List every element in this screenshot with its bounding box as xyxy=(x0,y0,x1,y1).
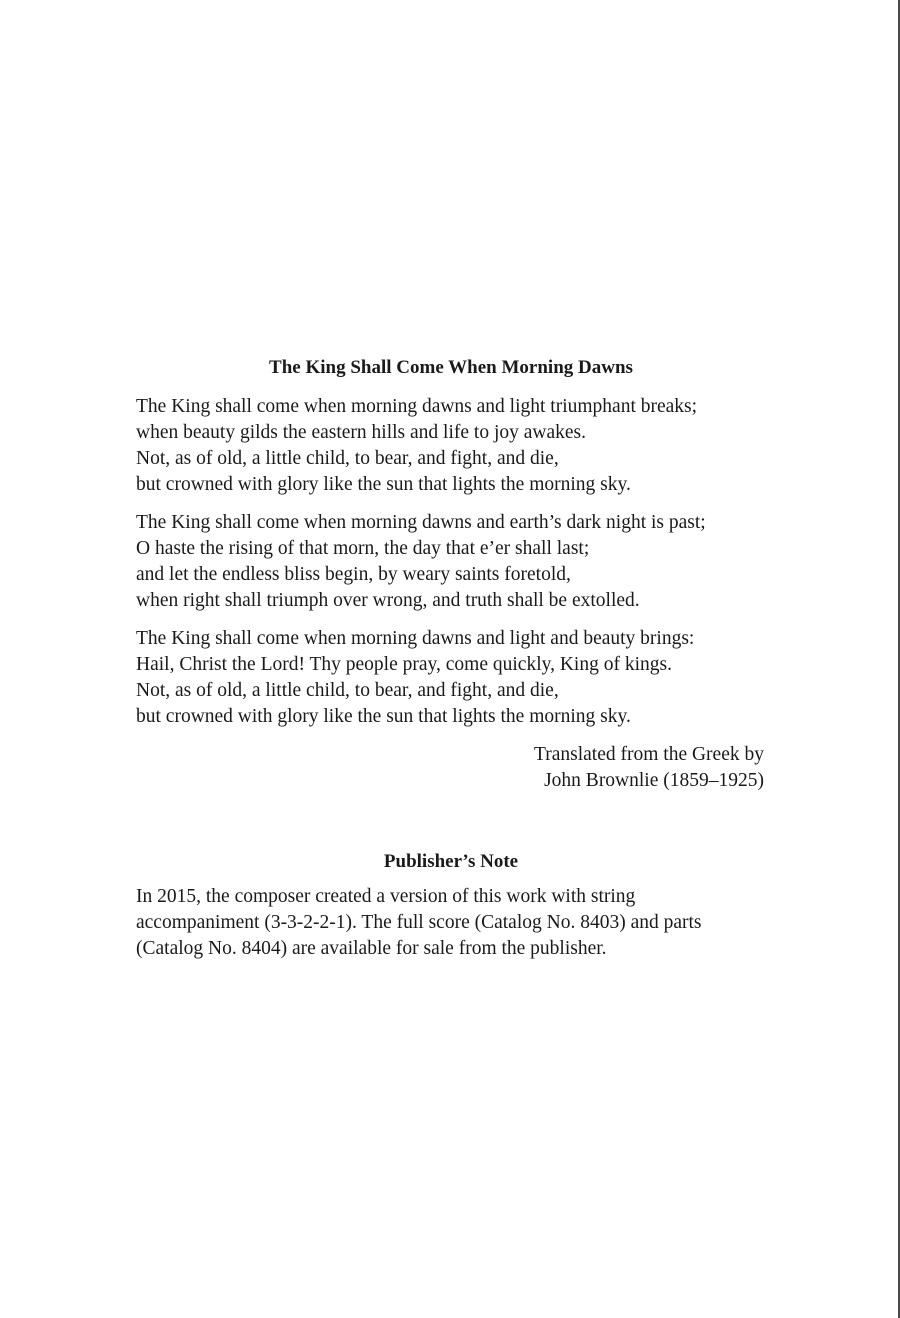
publishers-note-title: Publisher’s Note xyxy=(383,851,519,872)
attribution-line: Translated from the Greek by xyxy=(534,744,764,765)
note-line: In 2015, the composer created a version of this work with string xyxy=(136,886,636,907)
publishers-note-text xyxy=(136,884,766,962)
stanza-line: when right shall triumph over wrong, and truth shall be extolled. xyxy=(136,590,640,611)
stanza-3 xyxy=(136,626,766,730)
note-line: accompaniment (3-3-2-2-1). The full score (Catalog No. 8403) and parts xyxy=(136,912,702,933)
stanza-line: Not, as of old, a little child, to bear, and fight, and die, xyxy=(136,680,559,701)
stanza-line: The King shall come when morning dawns and light triumphant breaks; xyxy=(136,396,698,417)
stanza-2 xyxy=(136,510,766,614)
stanza-line: but crowned with glory like the sun that lights the morning sky. xyxy=(136,706,631,727)
stanza-line: Hail, Christ the Lord! Thy people pray, come quickly, King of kings. xyxy=(136,654,672,675)
stanza-line: and let the endless bliss begin, by weary saints foretold, xyxy=(136,564,571,585)
page-content xyxy=(136,354,766,962)
stanza-line: O haste the rising of that morn, the day that e’er shall last; xyxy=(136,538,590,559)
translation-attribution xyxy=(136,742,764,794)
hymn-title: The King Shall Come When Morning Dawns xyxy=(269,357,633,378)
stanza-line: when beauty gilds the eastern hills and life to joy awakes. xyxy=(136,422,587,443)
note-line: (Catalog No. 8404) are available for sale from the publisher. xyxy=(136,938,607,959)
stanza-line: The King shall come when morning dawns and light and beauty brings: xyxy=(136,628,695,649)
stanza-line: The King shall come when morning dawns and earth’s dark night is past; xyxy=(136,512,706,533)
stanza-line: but crowned with glory like the sun that lights the morning sky. xyxy=(136,474,631,495)
stanza-line: Not, as of old, a little child, to bear, and fight, and die, xyxy=(136,448,559,469)
stanza-1 xyxy=(136,394,766,498)
attribution-author: John Brownlie (1859–1925) xyxy=(544,770,764,791)
